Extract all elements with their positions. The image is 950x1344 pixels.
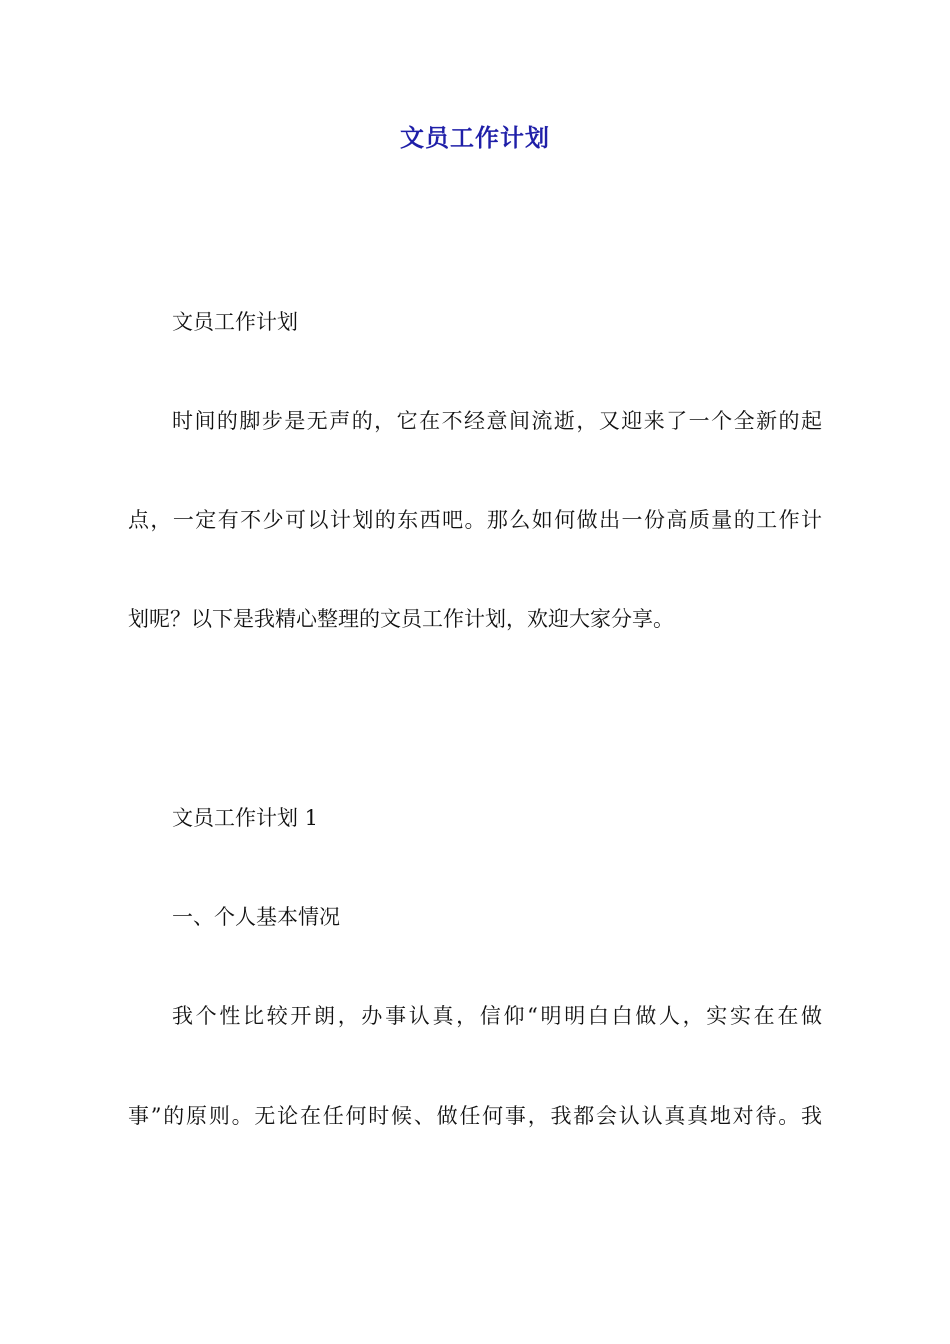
subsection-title: 一、个人基本情况 [172, 905, 340, 929]
section-title: 文员工作计划 1 [172, 806, 319, 830]
intro-line-1: 时间的脚步是无声的，它在不经意间流逝，又迎来了一个全新的起 [172, 409, 822, 433]
body-line-2: 事”的原则。无论在任何时候、做任何事，我都会认认真真地对待。我 [128, 1104, 822, 1128]
intro-line-2: 点，一定有不少可以计划的东西吧。那么如何做出一份高质量的工作计 [128, 508, 822, 532]
intro-line-3: 划呢？以下是我精心整理的文员工作计划，欢迎大家分享。 [128, 607, 674, 631]
document-title: 文员工作计划 [400, 124, 550, 152]
body-line-1: 我个性比较开朗，办事认真，信仰“明明白白做人，实实在在做 [172, 1004, 822, 1028]
heading-text: 文员工作计划 [172, 310, 298, 334]
